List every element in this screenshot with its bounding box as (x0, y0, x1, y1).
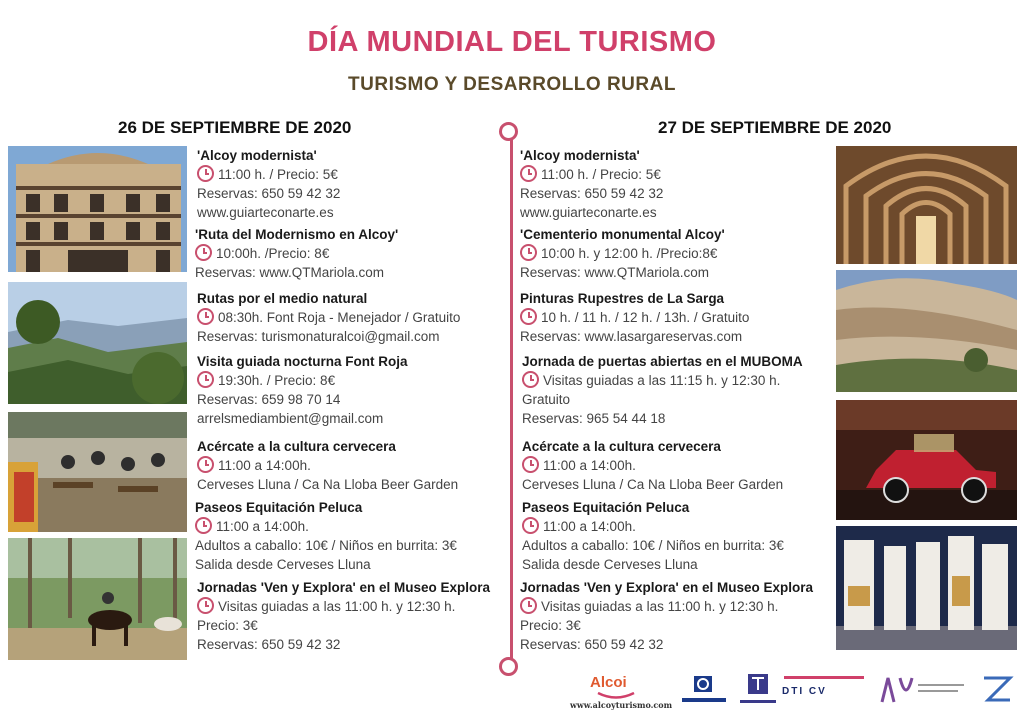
event-name: 'Alcoy modernista' (520, 148, 640, 163)
event-right-6 (522, 498, 784, 574)
event-location: Salida desde Cerveses Lluna (195, 557, 371, 572)
event-time: 11:00 h. / Precio: 5€ (218, 167, 338, 182)
event-left-5 (197, 437, 458, 494)
event-time: 11:00 a 14:00h. (543, 458, 636, 473)
event-left-1 (197, 146, 340, 222)
clock-icon (197, 165, 214, 182)
event-time: Visitas guiadas a las 11:00 h. y 12:30 h. (541, 599, 779, 614)
timeline-top-dot (499, 122, 518, 141)
event-booking: Reservas: 659 98 70 14 (197, 392, 341, 407)
cemetery-arcade-photo (836, 146, 1017, 264)
partner-logo (980, 674, 1014, 704)
horse-riding-photo (8, 538, 187, 660)
event-left-4 (197, 352, 408, 428)
page-title: DÍA MUNDIAL DEL TURISMO (307, 26, 717, 58)
event-location: Salida desde Cerveses Lluna (522, 557, 698, 572)
event-time: 11:00 h. / Precio: 5€ (541, 167, 661, 182)
clock-icon (197, 308, 214, 325)
event-time: Visitas guiadas a las 11:00 h. y 12:30 h. (218, 599, 456, 614)
page-subtitle: TURISMO Y DESARROLLO RURAL (348, 74, 676, 95)
event-time: 10 h. / 11 h. / 12 h. / 13h. / Gratuito (541, 310, 750, 325)
event-booking: Reservas: turismonaturalcoi@gmail.com (197, 329, 440, 344)
event-booking: Reservas: www.QTMariola.com (195, 265, 385, 280)
event-name: Paseos Equitación Peluca (195, 500, 363, 515)
event-time: 08:30h. Font Roja - Menejador / Gratuito (218, 310, 461, 325)
event-right-5 (522, 437, 783, 494)
event-time: 11:00 a 14:00h. (216, 519, 309, 534)
event-price: Adultos a caballo: 10€ / Niños en burrita: 3€ (195, 538, 457, 553)
event-time: 10:00h. /Precio: 8€ (216, 246, 330, 261)
clock-icon (522, 456, 539, 473)
museum-explora-photo (836, 526, 1017, 650)
dti-bar-icon (784, 676, 864, 684)
event-time: 10:00 h. y 12:00 h. /Precio:8€ (541, 246, 718, 261)
dti-logo: DTI CV (782, 686, 827, 697)
event-booking: Reservas: www.QTMariola.com (520, 265, 710, 280)
day-heading-right: 27 DE SEPTIEMBRE DE 2020 (658, 118, 892, 137)
event-name: Jornada de puertas abiertas en el MUBOMA (522, 354, 803, 369)
event-booking: Reservas: 650 59 42 32 (197, 186, 341, 201)
event-booking: Reservas: 650 59 42 32 (520, 186, 664, 201)
modernism-route-logo (878, 672, 968, 708)
clock-icon (197, 371, 214, 388)
event-email: arrelsmediambient@gmail.com (197, 411, 384, 426)
event-time: 19:30h. / Precio: 8€ (218, 373, 336, 388)
event-name: 'Alcoy modernista' (197, 148, 317, 163)
event-time: 11:00 a 14:00h. (543, 519, 636, 534)
event-price: Gratuito (522, 392, 571, 407)
clock-icon (520, 597, 537, 614)
clock-icon (520, 308, 537, 325)
event-name: 'Ruta del Modernismo en Alcoy' (195, 227, 399, 242)
event-name: 'Cementerio monumental Alcoy' (520, 227, 725, 242)
clock-icon (195, 244, 212, 261)
quality-q-logo (678, 674, 730, 710)
event-right-4 (522, 352, 803, 428)
vintage-cars-photo (836, 400, 1017, 520)
natural-landscape-photo (8, 282, 187, 404)
clock-icon (520, 244, 537, 261)
event-name: Paseos Equitación Peluca (522, 500, 690, 515)
clock-icon (195, 517, 212, 534)
event-name: Pinturas Rupestres de La Sarga (520, 291, 725, 306)
event-name: Rutas por el medio natural (197, 291, 368, 306)
rock-cliff-photo (836, 270, 1017, 392)
event-location: Cerveses Lluna / Ca Na Lloba Beer Garden (522, 477, 784, 492)
event-name: Visita guiada nocturna Font Roja (197, 354, 408, 369)
event-name: Acércate a la cultura cervecera (197, 439, 396, 454)
day-heading-left: 26 DE SEPTIEMBRE DE 2020 (118, 118, 352, 137)
tourism-quality-logo (736, 672, 780, 712)
event-booking: Reservas: 965 54 44 18 (522, 411, 666, 426)
clock-icon (522, 517, 539, 534)
event-left-3 (197, 289, 460, 346)
beer-garden-photo (8, 412, 187, 532)
event-right-1 (520, 146, 663, 222)
modernist-building-photo (8, 146, 187, 272)
alcoi-logo: Alcoi (590, 674, 627, 691)
event-booking: Reservas: 650 59 42 32 (520, 637, 664, 652)
event-name: Jornadas 'Ven y Explora' en el Museo Explora (520, 580, 814, 595)
event-website: www.guiarteconarte.es (197, 205, 334, 220)
event-left-2 (195, 225, 398, 282)
clock-icon (522, 371, 539, 388)
event-time: Visitas guiadas a las 11:15 h. y 12:30 h. (543, 373, 781, 388)
event-website: www.guiarteconarte.es (520, 205, 657, 220)
event-right-3 (520, 289, 749, 346)
website-link[interactable]: www.alcoyturismo.com (570, 700, 673, 710)
event-price: Precio: 3€ (520, 618, 581, 633)
event-right-2 (520, 225, 725, 282)
event-booking: Reservas: www.lasargareservas.com (520, 329, 743, 344)
event-price: Precio: 3€ (197, 618, 258, 633)
event-left-6 (195, 498, 457, 574)
clock-icon (197, 456, 214, 473)
clock-icon (197, 597, 214, 614)
clock-icon (520, 165, 537, 182)
timeline-bottom-dot (499, 657, 518, 676)
event-location: Cerveses Lluna / Ca Na Lloba Beer Garden (197, 477, 459, 492)
timeline-line (510, 132, 513, 664)
event-price: Adultos a caballo: 10€ / Niños en burrita: 3€ (522, 538, 784, 553)
alcoi-smile-icon (596, 692, 636, 700)
event-booking: Reservas: 650 59 42 32 (197, 637, 341, 652)
event-name: Jornadas 'Ven y Explora' en el Museo Explora (197, 580, 491, 595)
sponsor-logos (560, 668, 1020, 718)
event-name: Acércate a la cultura cervecera (522, 439, 721, 454)
event-right-7 (520, 578, 813, 654)
event-left-7 (197, 578, 490, 654)
event-time: 11:00 a 14:00h. (218, 458, 311, 473)
